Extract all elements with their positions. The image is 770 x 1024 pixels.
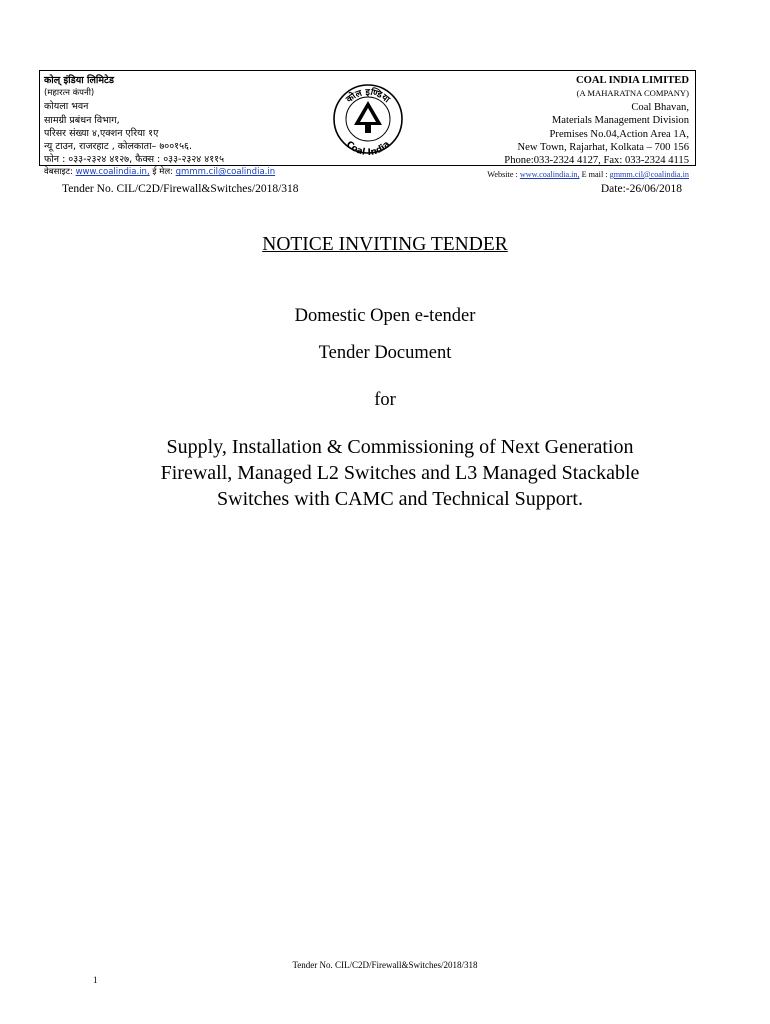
coal-india-logo [330,81,406,157]
hindi-company-name: कोल् इंडिया लिमिटेड [44,75,114,86]
english-web-label: Website : [487,169,520,179]
tender-subject [60,434,740,512]
logo-text-english: Coal India [343,139,393,157]
document-label: Tender Document [318,343,452,363]
english-address: New Town, Rajarhat, Kolkata – 700 156 [517,142,689,154]
hindi-tagline: (महारत्न कंपनी) [44,88,95,99]
for-label: for [374,390,396,410]
hindi-division: सामग्री प्रबंधन विभाग, [44,114,120,126]
footer-tender-number: Tender No. CIL/C2D/Firewall&Switches/2018/318 [292,960,478,970]
letterhead-english [399,74,689,181]
hindi-building: कोयला भवन [44,101,89,113]
hindi-email-label: ई मेल: [149,167,176,178]
letterhead-hindi [44,74,324,180]
tender-date: Date:-26/06/2018 [600,183,682,195]
hindi-premises: परिसर संख्या ४,एक्शन एरिया १ए [44,127,159,139]
page-number: 1 [93,975,98,985]
hindi-website-link[interactable]: www.coalindia.in, [75,167,150,178]
subject-line: Supply, Installation & Commissioning of Next Generation [166,436,634,458]
hindi-address: न्यू टाउन, राजरहाट , कोलकाता– ७००१५६. [44,141,192,153]
tender-type: Domestic Open e-tender [294,306,476,326]
english-email-link[interactable]: gmmm.cil@coalindia.in [609,169,689,179]
hindi-web-line [44,166,324,179]
english-email-label: E mail : [579,169,610,179]
english-building: Coal Bhavan, [631,101,689,113]
hindi-web-label: वेबसाइट: [44,167,76,178]
english-web-line [399,168,689,181]
letterhead [39,70,696,179]
hindi-phone: फोन : ०३३-२३२४ ४१२७, फैक्स : ०३३-२३२४ ४११५ [44,154,225,166]
logo-text-hindi: कोल इण्डिया [344,87,392,106]
tender-number: Tender No. CIL/C2D/Firewall&Switches/2018/318 [62,183,299,195]
notice-title: NOTICE INVITING TENDER [262,234,508,255]
hindi-email-link[interactable]: gmmm.cil@coalindia.in [175,167,276,178]
subject-line: Switches with CAMC and Technical Support. [217,488,583,510]
english-phone: Phone:033-2324 4127, Fax: 033-2324 4115 [504,155,689,167]
svg-text:Coal India [344,140,393,157]
subject-line: Firewall, Managed L2 Switches and L3 Managed Stackable [160,462,640,484]
english-premises: Premises No.04,Action Area 1A, [549,128,689,140]
english-tagline: (A MAHARATNA COMPANY) [576,88,689,99]
english-company-name: COAL INDIA LIMITED [575,75,689,86]
english-division: Materials Management Division [551,115,689,127]
english-website-link[interactable]: www.coalindia.in, [519,169,580,179]
